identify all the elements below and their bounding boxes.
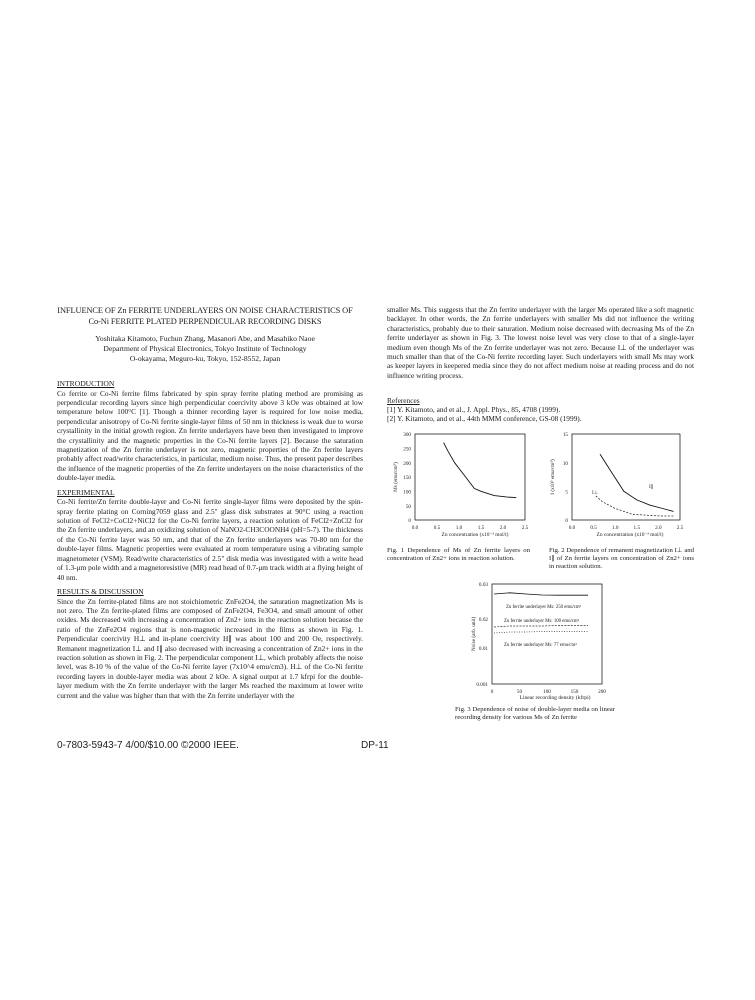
results-text-continued: smaller Ms. This suggests that the Zn ferrite underlayer with the larger Ms operated like a soft magnetic backlayer. In other words, the Zn ferrite underlayers with smaller Ms did not influence the writing characteristics, probably due to their saturation. Medium noise decreased with decreasing Ms of the Zn ferrite underlayer as shown in Fig. 3. The lowest noise level was very close to that of a single-layer medium even though Ms of the Zn ferrite underlayer was not zero. Because I⊥ of the underlayer was much smaller than that of the Co-Ni ferrite recording layer. Such underlayers with small Ms may work as keeper layers in keepered media since they do not affect medium noise at reading process and do not influence writing process.	[387, 305, 694, 380]
svg-text:5: 5	[565, 489, 568, 496]
svg-text:0.001: 0.001	[476, 682, 488, 688]
reference-1: [1] Y. Kitamoto, and et al., J. Appl. Phys., 85, 4708 (1999).	[387, 405, 561, 415]
svg-text:0.03: 0.03	[478, 582, 488, 588]
svg-text:2.0: 2.0	[499, 525, 507, 531]
title-line-2: Co-Ni FERRITE PLATED PERPENDICULAR RECORDING DISKS	[88, 316, 322, 326]
introduction-text: Co ferrite or Co-Ni ferrite films fabricated by spin spray ferrite plating method are promising as perpendicular recording layers since high perpendicular coercivity above 3 kOe was obtained at low temperature below 100°C [1]. Though a thinner recording layer is required for low noise media, perpendicular anisotropy of Co-Ni ferrite single-layer films of 50 nm in thickness is weak due to worse crystallinity in the initial growth region. Zn ferrite underlayers have been then investigated to improve the crystallinity and the magnetic properties in the Co-Ni ferrite layers [2]. Because the saturation magnetization of the Zn ferrite underlayer is not zero, magnetic properties of the Zn ferrite layers probably affect read/write characteristics, in particular, medium noise. Thus, the present paper describes the influence of the magnetic properties of the Zn ferrite underlayers on the noise characteristics of the double-layer media.	[57, 388, 363, 483]
fig2-xlabel: Zn concentration (x10⁻³ mol/l)	[596, 532, 664, 538]
svg-text:50: 50	[516, 689, 523, 695]
references-heading: References	[387, 396, 420, 405]
fig1-caption: Fig. 1 Dependence of Ms of Zn ferrite layers on concentration of Zn2+ ions in reaction solution.	[387, 547, 530, 563]
fig2-caption: Fig. 2 Dependence of remanent magnetization I⊥ and I∥ of Zn ferrite layers on concentration of Zn2+ ions in reaction solution.	[549, 547, 694, 571]
fig3-legend-250: Zn ferrite underlayer Ms: 250 emu/cm³	[506, 605, 582, 610]
svg-text:200: 200	[598, 689, 606, 695]
svg-text:0.5: 0.5	[590, 525, 597, 531]
right-column	[387, 305, 694, 380]
fig1-series-ms	[444, 443, 517, 498]
figure-1-chart	[385, 428, 535, 538]
fig1-y-ticks	[403, 432, 411, 524]
introduction-heading: INTRODUCTION	[57, 379, 115, 388]
svg-text:10: 10	[562, 460, 568, 467]
author-block	[40, 334, 370, 363]
svg-text:0: 0	[408, 518, 411, 524]
svg-text:300: 300	[403, 432, 411, 438]
fig2-x-ticks	[569, 525, 684, 531]
fig3-series-250	[494, 593, 588, 595]
references	[387, 396, 694, 424]
svg-text:2.0: 2.0	[655, 525, 662, 531]
fig1-ylabel: Ms (emu/cm³)	[393, 462, 399, 492]
svg-text:0.01: 0.01	[478, 646, 488, 652]
fig2-label-i-para: I∥	[649, 484, 654, 490]
fig3-series-77	[494, 632, 588, 634]
fig3-caption: Fig. 3 Dependence of noise of double-layer media on linear recording density for various Ms of Zn ferrite	[455, 706, 615, 722]
experimental-text: Co-Ni ferrite/Zn ferrite double-layer and Co-Ni ferrite single-layer films were deposited by the spin-spray ferrite plating on Corning7059 glass and 2.5" glass disk substrates at 90°C using a reaction solution of FeCl2+CoCl2+NiCl2 for the Co-Ni ferrite layers, a reaction solution of FeCl2+ZnCl2 for the Zn ferrite underlayers, and an oxidizing solution of NaNO2-CH3COONH4 (pH=5-7). The thickness of the Co-Ni ferrite layer was 50 nm, and that of the Zn ferrite underlayers was 70-80 nm for the double-layer films. Magnetic properties were evaluated at room temperature using a vibrating sample magnetometer (VSM). Read/write characteristics of 2.5" disk media was investigated with a write head of 1.3-μm pole width and a magnetoresistive (MR) read head of 0.7-μm track width at a flying height of 40 nm.	[57, 497, 363, 582]
reference-2: [2] Y. Kitamoto, and et al., 44th MMM conference, GS-08 (1999).	[387, 414, 582, 424]
svg-text:0: 0	[490, 689, 494, 695]
svg-text:250: 250	[403, 446, 411, 453]
svg-text:50: 50	[405, 503, 411, 510]
svg-text:1.0: 1.0	[611, 525, 619, 531]
svg-text:1.5: 1.5	[633, 525, 641, 531]
author-affiliation: Department of Physical Electronics, Tokyo Institute of Technology	[103, 343, 307, 353]
svg-text:0.0: 0.0	[568, 525, 576, 531]
fig2-series-i-para	[600, 454, 674, 511]
author-address: O-okayama, Meguro-ku, Tokyo, 152-8552, Japan	[129, 353, 281, 363]
footer-page-id: DP-11	[361, 740, 389, 751]
left-column	[57, 379, 363, 700]
author-names: Yoshitaka Kitamoto, Fuchun Zhang, Masanori Abe, and Masahiko Naoe	[95, 334, 315, 343]
fig3-legend-100: Zn ferrite underlayer Ms: 100 emu/cm³	[504, 619, 580, 624]
fig1-frame	[415, 434, 525, 520]
fig2-ylabel: I (x10³ emu/cm³)	[550, 459, 556, 495]
paper-title	[40, 306, 370, 327]
svg-text:0.5: 0.5	[433, 525, 441, 531]
fig3-y-ticks	[476, 582, 488, 688]
fig3-frame	[492, 584, 602, 684]
fig2-label-i-perp: I⊥	[592, 490, 599, 496]
svg-text:2.5: 2.5	[676, 525, 684, 531]
experimental-heading: EXPERIMENTAL	[57, 487, 115, 497]
svg-text:0.0: 0.0	[411, 525, 419, 531]
title-line-1: INFLUENCE OF Zn FERRITE UNDERLAYERS ON NOISE CHARACTERISTICS OF	[57, 306, 353, 315]
svg-text:0: 0	[565, 518, 568, 524]
svg-text:200: 200	[403, 460, 411, 467]
svg-text:1.0: 1.0	[455, 525, 463, 531]
results-heading: RESULTS & DISCUSSION	[57, 586, 144, 596]
fig1-xlabel: Zn concentration (x10⁻³ mol/l)	[441, 532, 509, 538]
figure-3-chart	[466, 578, 616, 698]
svg-text:2.5: 2.5	[521, 525, 529, 531]
svg-text:100: 100	[543, 689, 551, 695]
fig3-xlabel: Linear recording density (kfrpi)	[519, 695, 591, 701]
svg-text:150: 150	[403, 475, 411, 481]
fig3-ylabel: Noise (arb. unit)	[471, 616, 477, 652]
svg-text:1.5: 1.5	[477, 525, 485, 531]
fig3-series-100	[494, 626, 588, 628]
svg-text:100: 100	[403, 489, 411, 496]
fig3-legend-77: Zn ferrite underlayer Ms: 77 emu/cm³	[504, 643, 577, 648]
fig2-y-ticks	[563, 432, 569, 524]
fig2-frame	[572, 434, 680, 520]
fig1-x-ticks	[412, 525, 529, 531]
svg-text:15: 15	[562, 432, 568, 438]
svg-text:0.02: 0.02	[478, 617, 488, 623]
figure-2-chart	[542, 428, 692, 538]
footer-copyright: 0-7803-5943-7 4/00/$10.00 ©2000 IEEE.	[57, 740, 239, 751]
svg-text:150: 150	[570, 689, 579, 695]
results-text: Since the Zn ferrite-plated films are not stoichiometric ZnFe2O4, the saturation magnetization Ms is not zero. The Zn ferrite-plated films are composed of ZnFe2O4, Fe3O4, and small amount of other oxides. Ms decreased with increasing a concentration of Zn2+ ions in the reaction solution because the ratio of the ZnFe2O4 regions that is non-magnetic increased in the films as shown in Fig. 1. Perpendicular coercivity H⊥ and in-plane coercivity H∥ was about 100 and 200 Oe, respectively. Remanent magnetization I⊥ and I∥ also decreased with increasing a concentration of Zn2+ ions in the reaction solution as shown in Fig. 2. The perpendicular component I⊥, which probably affects the noise level, was 8-10 % of the value of the Co-Ni ferrite layer (7x10^4 emu/cm3). H⊥ of the Co-Ni ferrite recording layers in double-layer media was about 2 kOe. A signal output at 1.7 kfrpi for the double-layer medium with the Zn ferrite underlayer with the larger Ms reached the maximum at lower write current and the value was higher than that with the Zn ferrite underlayer with the	[57, 596, 363, 700]
